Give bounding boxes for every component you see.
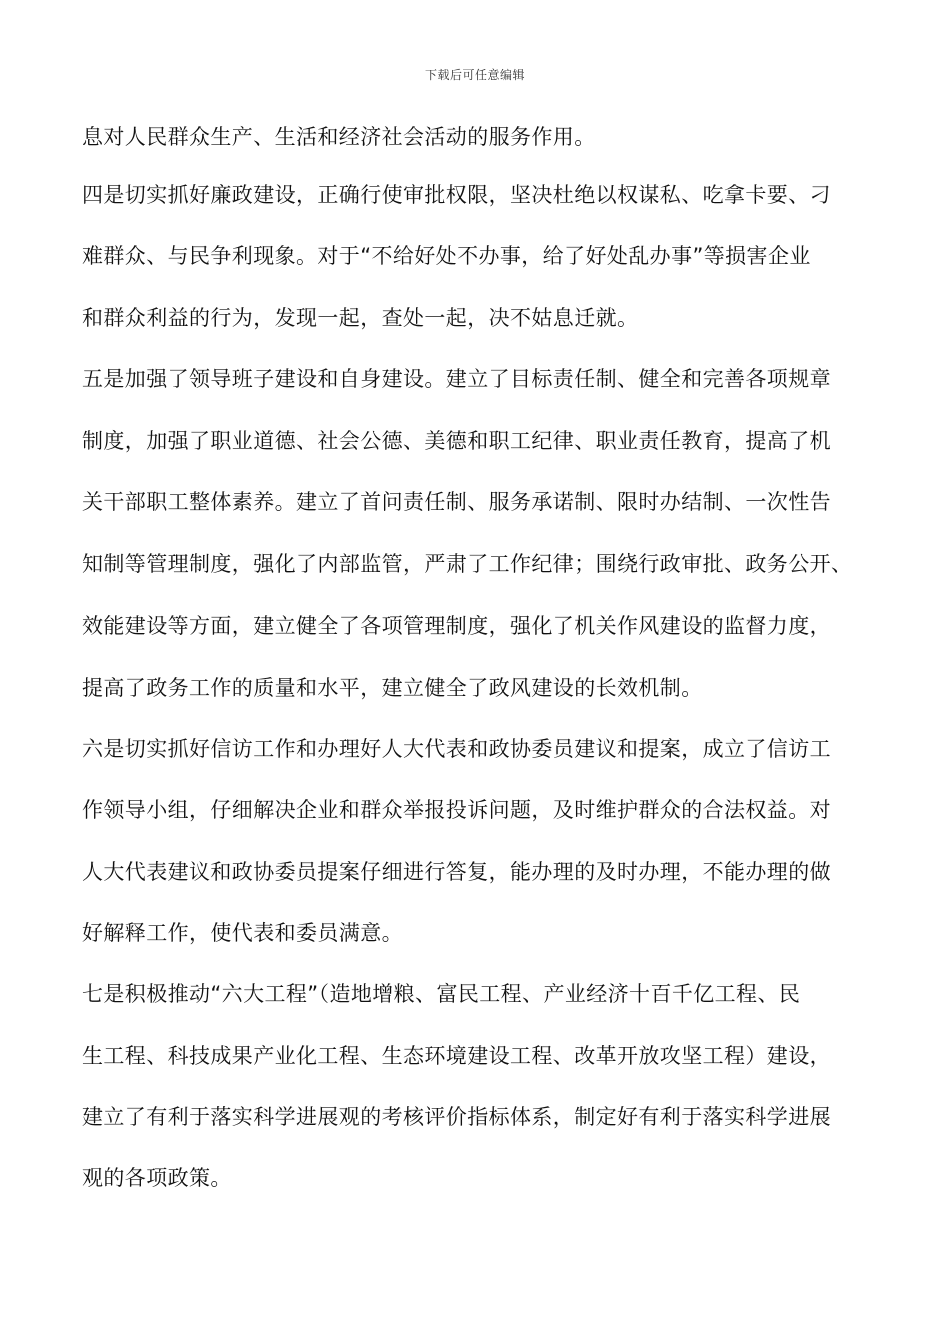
text-line: 人大代表建议和政协委员提案仔细进行答复，能办理的及时办理，不能办理的做 [82,860,831,884]
text-line: 好解释工作，使代表和委员满意。 [82,921,403,945]
text-line: 息对人民群众生产、生活和经济社会活动的服务作用。 [82,125,596,149]
text-line: 观的各项政策。 [82,1166,232,1190]
text-line: 关干部职工整体素养。建立了首问责任制、服务承诺制、限时办结制、一次性告 [82,490,831,514]
text-line: 五是加强了领导班子建设和自身建设。建立了目标责任制、健全和完善各项规章 [82,367,831,391]
text-line: 七是积极推动“六大工程”（造地增粮、富民工程、产业经济十百千亿工程、民 [82,982,801,1006]
text-line: 建立了有利于落实科学进展观的考核评价指标体系，制定好有利于落实科学进展 [82,1105,831,1129]
text-line: 和群众利益的行为，发现一起，查处一起，决不姑息迁就。 [82,306,639,330]
text-line: 效能建设等方面，建立健全了各项管理制度，强化了机关作风建设的监督力度， [82,614,831,638]
text-line: 制度，加强了职业道德、社会公德、美德和职工纪律、职业责任教育，提高了机 [82,429,831,453]
text-line: 作领导小组，仔细解决企业和群众举报投诉问题，及时维护群众的合法权益。对 [82,798,831,822]
text-line: 四是切实抓好廉政建设，正确行使审批权限，坚决杜绝以权谋私、吃拿卡要、刁 [82,183,831,207]
text-line: 六是切实抓好信访工作和办理好人大代表和政协委员建议和提案，成立了信访工 [82,737,831,761]
text-line: 知制等管理制度，强化了内部监管，严肃了工作纪律；围绕行政审批、政务公开、 [82,552,853,576]
text-line: 提高了政务工作的质量和水平，建立健全了政风建设的长效机制。 [82,676,703,700]
page-header: 下载后可任意编辑 [424,68,525,82]
text-line: 难群众、与民争利现象。对于“不给好处不办事，给了好处乱办事”等损害企业 [82,244,811,268]
text-line: 生工程、科技成果产业化工程、生态环境建设工程、改革开放攻坚工程）建设， [82,1044,831,1068]
